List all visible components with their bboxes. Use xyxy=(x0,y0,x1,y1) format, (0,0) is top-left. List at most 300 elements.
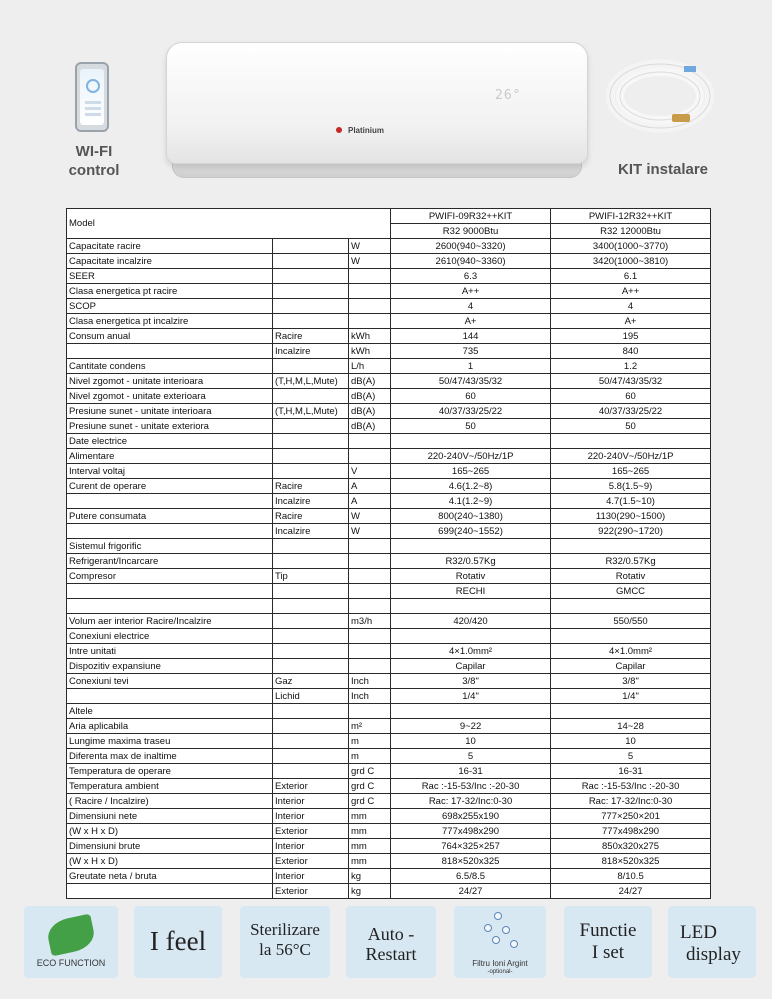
unit-cell: A xyxy=(349,479,391,494)
filtru-optional: -optional- xyxy=(487,969,513,975)
condition-cell xyxy=(273,434,349,449)
unit-cell xyxy=(349,569,391,584)
param-cell: Lungime maxima traseu xyxy=(67,734,273,749)
table-row xyxy=(67,839,711,854)
param-cell: Clasa energetica pt racire xyxy=(67,284,273,299)
value-09-cell: 777x498x290 xyxy=(391,824,551,839)
param-cell: Date electrice xyxy=(67,434,273,449)
unit-cell: W xyxy=(349,509,391,524)
unit-cell: mm xyxy=(349,824,391,839)
param-cell: Compresor xyxy=(67,569,273,584)
condition-cell: Interior xyxy=(273,794,349,809)
feature-i-set xyxy=(564,906,652,978)
table-row xyxy=(67,779,711,794)
value-09-cell xyxy=(391,539,551,554)
value-09-cell: 5 xyxy=(391,749,551,764)
condition-cell: Lichid xyxy=(273,689,349,704)
unit-cell: Inch xyxy=(349,689,391,704)
auto-restart-line1: Auto - xyxy=(367,924,415,944)
condition-cell xyxy=(273,734,349,749)
product-header xyxy=(0,0,772,200)
led-line1: LED xyxy=(680,922,717,943)
value-09-cell: 50/47/43/35/32 xyxy=(391,374,551,389)
value-12-cell: 3/8" xyxy=(551,674,711,689)
condition-cell: Exterior xyxy=(273,824,349,839)
condition-cell: Incalzire xyxy=(273,344,349,359)
condition-cell xyxy=(273,359,349,374)
value-09-cell: 40/37/33/25/22 xyxy=(391,404,551,419)
param-cell: Sistemul frigorific xyxy=(67,539,273,554)
table-row xyxy=(67,359,711,374)
value-09-cell: 420/420 xyxy=(391,614,551,629)
unit-cell: mm xyxy=(349,809,391,824)
value-09-cell: 4.1(1.2~9) xyxy=(391,494,551,509)
value-09-cell: A+ xyxy=(391,314,551,329)
brand-logo-icon xyxy=(336,127,342,133)
table-row xyxy=(67,434,711,449)
unit-cell: kWh xyxy=(349,329,391,344)
table-row xyxy=(67,374,711,389)
model-label-cell: Model xyxy=(67,209,391,239)
table-row xyxy=(67,704,711,719)
unit-cell xyxy=(349,554,391,569)
i-set-line2: I set xyxy=(591,942,625,963)
param-cell: Capacitate racire xyxy=(67,239,273,254)
value-12-cell: 16-31 xyxy=(551,764,711,779)
value-12-cell: 6.1 xyxy=(551,269,711,284)
ac-brand-name: Platinium xyxy=(348,126,385,135)
condition-cell: Exterior xyxy=(273,854,349,869)
param-cell xyxy=(67,494,273,509)
value-12-cell: Rac :-15-53/Inc :-20-30 xyxy=(551,779,711,794)
value-12-cell: GMCC xyxy=(551,584,711,599)
value-09-cell xyxy=(391,434,551,449)
value-09-cell xyxy=(391,629,551,644)
value-09-cell: 144 xyxy=(391,329,551,344)
table-row xyxy=(67,254,711,269)
value-09-cell: Rac :-15-53/Inc :-20-30 xyxy=(391,779,551,794)
param-cell: Conexiuni tevi xyxy=(67,674,273,689)
table-row xyxy=(67,869,711,884)
condition-cell: Interior xyxy=(273,839,349,854)
value-12-cell xyxy=(551,704,711,719)
unit-cell: dB(A) xyxy=(349,419,391,434)
param-cell xyxy=(67,524,273,539)
param-cell: Nivel zgomot - unitate interioara xyxy=(67,374,273,389)
filtru-caption: Filtru Ioni Argint xyxy=(472,959,528,968)
table-row xyxy=(67,554,711,569)
condition-cell: Exterior xyxy=(273,884,349,899)
kit-instalare-label: KIT instalare xyxy=(618,161,709,178)
condition-cell xyxy=(273,539,349,554)
param-cell: Nivel zgomot - unitate exterioara xyxy=(67,389,273,404)
param-cell xyxy=(67,344,273,359)
condition-cell xyxy=(273,269,349,284)
smartphone-icon xyxy=(75,62,109,132)
table-row xyxy=(67,629,711,644)
condition-cell xyxy=(273,314,349,329)
unit-cell: L/h xyxy=(349,359,391,374)
value-09-cell: A++ xyxy=(391,284,551,299)
spec-table-body xyxy=(67,209,711,899)
value-12-cell: 1/4" xyxy=(551,689,711,704)
table-row xyxy=(67,269,711,284)
value-12-cell: Rac: 17-32/Inc:0-30 xyxy=(551,794,711,809)
param-cell: Aria aplicabila xyxy=(67,719,273,734)
param-cell: Presiune sunet - unitate interioara xyxy=(67,404,273,419)
table-row xyxy=(67,494,711,509)
feature-filtru-ioni xyxy=(454,906,546,978)
table-row xyxy=(67,284,711,299)
table-row xyxy=(67,809,711,824)
param-cell: ( Racire / Incalzire) xyxy=(67,794,273,809)
table-row xyxy=(67,314,711,329)
value-09-cell: RECHI xyxy=(391,584,551,599)
table-row xyxy=(67,659,711,674)
value-09-cell: 6.5/8.5 xyxy=(391,869,551,884)
value-09-cell: 1 xyxy=(391,359,551,374)
value-09-cell xyxy=(391,599,551,614)
table-row xyxy=(67,479,711,494)
unit-cell: kWh xyxy=(349,344,391,359)
unit-cell: m² xyxy=(349,719,391,734)
value-09-cell: 50 xyxy=(391,419,551,434)
value-12-cell: 10 xyxy=(551,734,711,749)
param-cell xyxy=(67,884,273,899)
table-row xyxy=(67,344,711,359)
ac-indoor-unit-image xyxy=(166,42,588,164)
unit-cell: kg xyxy=(349,869,391,884)
table-row xyxy=(67,509,711,524)
value-09-cell: 764×325×257 xyxy=(391,839,551,854)
table-row xyxy=(67,449,711,464)
eco-caption: ECO FUNCTION xyxy=(36,958,106,968)
param-cell: Alimentare xyxy=(67,449,273,464)
value-12-cell: 1130(290~1500) xyxy=(551,509,711,524)
feature-i-feel xyxy=(134,906,222,978)
unit-cell xyxy=(349,449,391,464)
unit-cell: W xyxy=(349,239,391,254)
value-12-cell: 840 xyxy=(551,344,711,359)
value-12-cell: 3400(1000~3770) xyxy=(551,239,711,254)
condition-cell xyxy=(273,599,349,614)
model-name-cell: PWIFI-09R32++KIT xyxy=(391,209,551,224)
unit-cell: mm xyxy=(349,854,391,869)
value-12-cell: 60 xyxy=(551,389,711,404)
unit-cell: dB(A) xyxy=(349,404,391,419)
unit-cell: m3/h xyxy=(349,614,391,629)
value-09-cell: Rotativ xyxy=(391,569,551,584)
value-09-cell: 60 xyxy=(391,389,551,404)
param-cell: Clasa energetica pt incalzire xyxy=(67,314,273,329)
condition-cell: (T,H,M,L,Mute) xyxy=(273,374,349,389)
wifi-label-line1: WI-FI xyxy=(75,143,113,160)
param-cell: Interval voltaj xyxy=(67,464,273,479)
unit-cell: dB(A) xyxy=(349,389,391,404)
value-12-cell: 550/550 xyxy=(551,614,711,629)
unit-cell xyxy=(349,539,391,554)
led-line2: display xyxy=(686,944,741,965)
value-09-cell: 6.3 xyxy=(391,269,551,284)
value-09-cell xyxy=(391,704,551,719)
table-row xyxy=(67,584,711,599)
condition-cell: Interior xyxy=(273,809,349,824)
value-09-cell: 698x255x190 xyxy=(391,809,551,824)
unit-cell: m xyxy=(349,734,391,749)
condition-cell: Racire xyxy=(273,329,349,344)
value-12-cell: 220-240V~/50Hz/1P xyxy=(551,449,711,464)
param-cell: Diferenta max de inaltime xyxy=(67,749,273,764)
table-row xyxy=(67,824,711,839)
param-cell: (W x H x D) xyxy=(67,824,273,839)
value-12-cell: 195 xyxy=(551,329,711,344)
condition-cell xyxy=(273,629,349,644)
value-09-cell: 10 xyxy=(391,734,551,749)
unit-cell xyxy=(349,434,391,449)
table-row xyxy=(67,644,711,659)
param-cell: Cantitate condens xyxy=(67,359,273,374)
param-cell: Putere consumata xyxy=(67,509,273,524)
value-12-cell: 40/37/33/25/22 xyxy=(551,404,711,419)
table-row xyxy=(67,299,711,314)
spec-table xyxy=(66,208,711,899)
value-12-cell: 50/47/43/35/32 xyxy=(551,374,711,389)
value-12-cell: 5.8(1.5~9) xyxy=(551,479,711,494)
table-row xyxy=(67,419,711,434)
value-09-cell: 2610(940~3360) xyxy=(391,254,551,269)
value-09-cell: 699(240~1552) xyxy=(391,524,551,539)
table-row xyxy=(67,884,711,899)
param-cell: Altele xyxy=(67,704,273,719)
value-12-cell xyxy=(551,539,711,554)
value-12-cell: 1.2 xyxy=(551,359,711,374)
table-row xyxy=(67,329,711,344)
unit-cell: m xyxy=(349,749,391,764)
param-cell: Volum aer interior Racire/Incalzire xyxy=(67,614,273,629)
value-09-cell: 3/8" xyxy=(391,674,551,689)
condition-cell: Exterior xyxy=(273,779,349,794)
value-12-cell: A++ xyxy=(551,284,711,299)
table-row xyxy=(67,794,711,809)
condition-cell xyxy=(273,449,349,464)
condition-cell: Incalzire xyxy=(273,524,349,539)
value-09-cell: 9~22 xyxy=(391,719,551,734)
condition-cell xyxy=(273,254,349,269)
condition-cell xyxy=(273,584,349,599)
wifi-label-line2: control xyxy=(68,162,120,179)
unit-cell: W xyxy=(349,254,391,269)
value-12-cell: 24/27 xyxy=(551,884,711,899)
unit-cell xyxy=(349,704,391,719)
unit-cell: grd C xyxy=(349,794,391,809)
condition-cell xyxy=(273,239,349,254)
param-cell: Consum anual xyxy=(67,329,273,344)
param-cell: Dispozitiv expansiune xyxy=(67,659,273,674)
value-12-cell: 3420(1000~3810) xyxy=(551,254,711,269)
value-12-cell: R32/0.57Kg xyxy=(551,554,711,569)
param-cell: Dimensiuni nete xyxy=(67,809,273,824)
param-cell: SEER xyxy=(67,269,273,284)
value-12-cell xyxy=(551,629,711,644)
param-cell xyxy=(67,689,273,704)
table-row xyxy=(67,539,711,554)
value-09-cell: 4 xyxy=(391,299,551,314)
table-row xyxy=(67,674,711,689)
value-12-cell xyxy=(551,599,711,614)
value-09-cell: Rac: 17-32/Inc:0-30 xyxy=(391,794,551,809)
i-feel-label: I feel xyxy=(149,926,207,956)
table-row xyxy=(67,569,711,584)
condition-cell xyxy=(273,554,349,569)
condition-cell: Tip xyxy=(273,569,349,584)
table-header-row xyxy=(67,209,711,224)
value-09-cell: R32/0.57Kg xyxy=(391,554,551,569)
condition-cell xyxy=(273,764,349,779)
table-row xyxy=(67,239,711,254)
param-cell xyxy=(67,584,273,599)
value-09-cell: 2600(940~3320) xyxy=(391,239,551,254)
unit-cell xyxy=(349,659,391,674)
value-09-cell: 24/27 xyxy=(391,884,551,899)
value-09-cell: 4×1.0mm² xyxy=(391,644,551,659)
unit-cell: grd C xyxy=(349,764,391,779)
param-cell: Presiune sunet - unitate exteriora xyxy=(67,419,273,434)
condition-cell: (T,H,M,L,Mute) xyxy=(273,404,349,419)
feature-icons xyxy=(24,906,756,980)
table-row xyxy=(67,854,711,869)
condition-cell xyxy=(273,749,349,764)
value-12-cell: 818×520x325 xyxy=(551,854,711,869)
wifi-control-label xyxy=(54,142,134,180)
value-09-cell: 800(240~1380) xyxy=(391,509,551,524)
condition-cell xyxy=(273,614,349,629)
table-row xyxy=(67,734,711,749)
condition-cell xyxy=(273,719,349,734)
condition-cell: Racire xyxy=(273,479,349,494)
unit-cell xyxy=(349,599,391,614)
param-cell: (W x H x D) xyxy=(67,854,273,869)
table-row xyxy=(67,719,711,734)
unit-cell xyxy=(349,629,391,644)
value-12-cell: 777x498x290 xyxy=(551,824,711,839)
value-09-cell: 165~265 xyxy=(391,464,551,479)
feature-sterilizare xyxy=(240,906,330,978)
condition-cell xyxy=(273,659,349,674)
condition-cell: Interior xyxy=(273,869,349,884)
unit-cell xyxy=(349,644,391,659)
condition-cell xyxy=(273,389,349,404)
table-row xyxy=(67,599,711,614)
param-cell: Curent de operare xyxy=(67,479,273,494)
value-12-cell: 165~265 xyxy=(551,464,711,479)
condition-cell: Racire xyxy=(273,509,349,524)
feature-auto-restart xyxy=(346,906,436,978)
sterilizare-line2: la 56°C xyxy=(259,940,311,959)
unit-cell xyxy=(349,269,391,284)
param-cell: Temperatura ambient xyxy=(67,779,273,794)
value-12-cell: Rotativ xyxy=(551,569,711,584)
condition-cell: Incalzire xyxy=(273,494,349,509)
table-row xyxy=(67,614,711,629)
value-09-cell: 818×520x325 xyxy=(391,854,551,869)
param-cell: Greutate neta / bruta xyxy=(67,869,273,884)
table-row xyxy=(67,404,711,419)
condition-cell xyxy=(273,284,349,299)
param-cell: Temperatura de operare xyxy=(67,764,273,779)
value-12-cell: 5 xyxy=(551,749,711,764)
condition-cell xyxy=(273,464,349,479)
value-09-cell: 16-31 xyxy=(391,764,551,779)
value-12-cell: 4.7(1.5~10) xyxy=(551,494,711,509)
value-09-cell: 4.6(1.2~8) xyxy=(391,479,551,494)
model-sub-cell: R32 12000Btu xyxy=(551,224,711,239)
i-set-line1: Functie xyxy=(579,920,637,941)
param-cell xyxy=(67,599,273,614)
value-12-cell: Capilar xyxy=(551,659,711,674)
unit-cell xyxy=(349,284,391,299)
value-12-cell xyxy=(551,434,711,449)
param-cell: Conexiuni electrice xyxy=(67,629,273,644)
condition-cell: Gaz xyxy=(273,674,349,689)
unit-cell xyxy=(349,584,391,599)
sterilizare-line1: Sterilizare xyxy=(250,920,320,939)
unit-cell xyxy=(349,299,391,314)
param-cell: Intre unitati xyxy=(67,644,273,659)
value-09-cell: Capilar xyxy=(391,659,551,674)
value-12-cell: 850x320x275 xyxy=(551,839,711,854)
value-09-cell: 1/4" xyxy=(391,689,551,704)
condition-cell xyxy=(273,644,349,659)
value-12-cell: 4×1.0mm² xyxy=(551,644,711,659)
unit-cell xyxy=(349,314,391,329)
value-12-cell: 50 xyxy=(551,419,711,434)
pipe-coil-icon xyxy=(604,58,716,136)
value-12-cell: 922(290~1720) xyxy=(551,524,711,539)
value-12-cell: 4 xyxy=(551,299,711,314)
param-cell: SCOP xyxy=(67,299,273,314)
unit-cell: kg xyxy=(349,884,391,899)
value-12-cell: 8/10.5 xyxy=(551,869,711,884)
leaf-icon xyxy=(45,914,97,957)
table-row xyxy=(67,464,711,479)
condition-cell xyxy=(273,704,349,719)
param-cell: Capacitate incalzire xyxy=(67,254,273,269)
value-12-cell: 777×250×201 xyxy=(551,809,711,824)
ac-display-readout: 26° xyxy=(495,88,522,103)
table-row xyxy=(67,749,711,764)
value-09-cell: 220-240V~/50Hz/1P xyxy=(391,449,551,464)
unit-cell: V xyxy=(349,464,391,479)
value-12-cell: A+ xyxy=(551,314,711,329)
param-cell: Refrigerant/Incarcare xyxy=(67,554,273,569)
unit-cell: A xyxy=(349,494,391,509)
feature-led-display xyxy=(668,906,756,978)
condition-cell xyxy=(273,299,349,314)
model-sub-cell: R32 9000Btu xyxy=(391,224,551,239)
table-row xyxy=(67,689,711,704)
model-name-cell: PWIFI-12R32++KIT xyxy=(551,209,711,224)
unit-cell: grd C xyxy=(349,779,391,794)
unit-cell: W xyxy=(349,524,391,539)
condition-cell xyxy=(273,419,349,434)
unit-cell: dB(A) xyxy=(349,374,391,389)
auto-restart-line2: Restart xyxy=(365,944,417,964)
table-row xyxy=(67,524,711,539)
unit-cell: mm xyxy=(349,839,391,854)
value-09-cell: 735 xyxy=(391,344,551,359)
unit-cell: Inch xyxy=(349,674,391,689)
table-row xyxy=(67,389,711,404)
